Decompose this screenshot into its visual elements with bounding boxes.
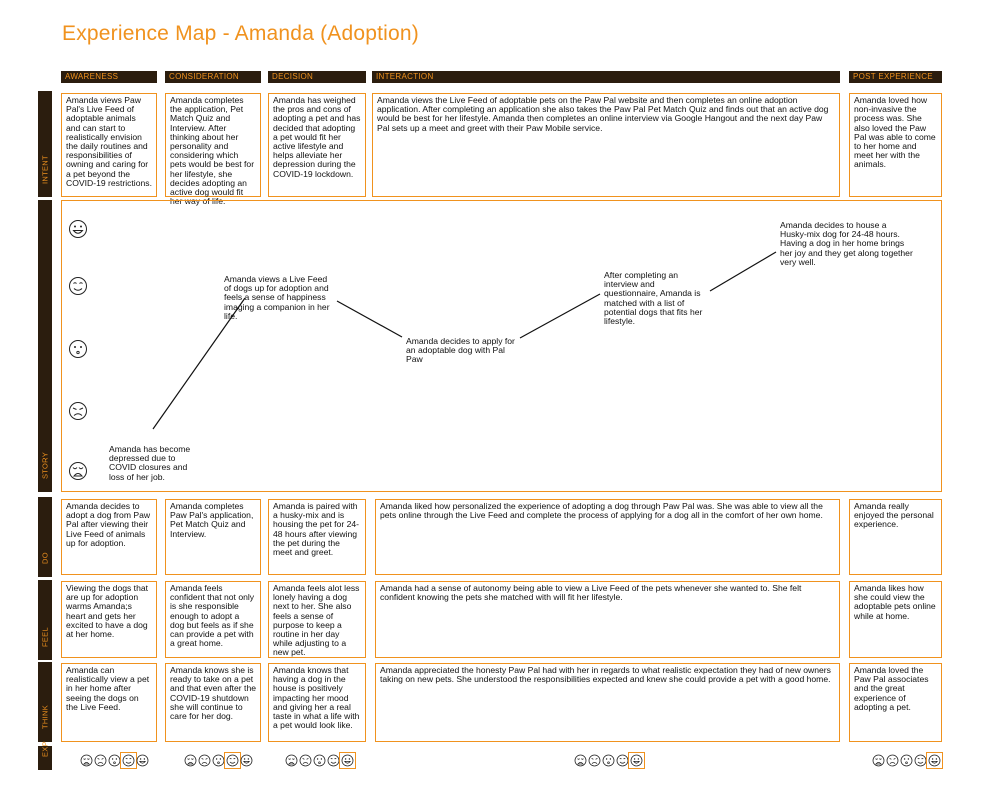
row-label-feel: FEEL [38,580,52,660]
exp-rating-awareness [80,752,149,768]
phase-decision: DECISION [268,71,366,83]
sad-face-icon [198,754,211,767]
happy-face-icon [327,754,340,767]
happy-face-icon [616,754,629,767]
exp-rating-consideration [184,752,253,768]
very-happy-face-icon [136,754,149,767]
row-label-exp: EXP [38,746,52,770]
intent-cell-decision: Amanda has weighed the pros and cons of adopting a pet and has decided that adopting a pet would fit her active lifestyle and helps alleviate her depression during the COVID-19 lockdown. [268,93,366,197]
row-label-intent: INTENT [38,91,52,197]
happy-face-icon [914,754,927,767]
feel-cell-post-experience: Amanda likes how she could view the adoptable pets online while at home. [849,581,942,658]
story-point-decision: Amanda decides to apply for an adoptable dog with Pal Paw [406,336,515,365]
do-cell-consideration: Amanda completes Paw Pal's application, Pet Match Quiz and Interview. [165,499,261,575]
story-panel [61,200,942,492]
very-happy-face-icon [70,221,87,238]
story-connector-2 [337,301,402,337]
very-happy-face-icon [928,754,941,767]
page-title: Experience Map - Amanda (Adoption) [62,22,419,45]
very-happy-face-icon [341,754,354,767]
feel-cell-consideration: Amanda feels confident that not only is she responsible enough to adopt a dog but feels as if she can provide a pet with a great home. [165,581,261,658]
very-sad-face-icon [574,754,587,767]
sad-face-icon [886,754,899,767]
intent-cell-awareness: Amanda views Paw Pal's Live Feed of adoptable animals and can start to realistically envision the daily routines and responsibilities of owning and caring for a pet beyond the COVID-19 restrictions. [61,93,157,197]
very-happy-face-icon [630,754,643,767]
very-sad-face-icon [70,463,87,480]
row-label-story: STORY [38,200,52,492]
neutral-face-icon [70,341,87,358]
story-point-consideration: Amanda views a Live Feed of dogs up for adoption and feels a sense of happiness imaging a companion in her life. [224,274,330,321]
story-point-interaction: After completing an interview and questionnaire, Amanda is matched with a list of potential dogs that fits her lifestyle. [604,270,703,327]
phase-post-experience: POST EXPERIENCE [849,71,942,83]
phase-interaction: INTERACTION [372,71,840,83]
intent-cell-post-experience: Amanda loved how non-invasive the process was. She also loved the Paw Pal was able to come to her home and meet her with the animals. [849,93,942,197]
feel-cell-decision: Amanda feels alot less lonely having a dog next to her. She also feels a sense of purpose to keep a routine in her day while adjusting to a new pet. [268,581,366,658]
happy-face-icon [226,754,239,767]
row-label-do: DO [38,497,52,577]
do-cell-decision: Amanda is paired with a husky-mix and is housing the pet for 24-48 hours after viewing the pet during the meet and greet. [268,499,366,575]
exp-rating-interaction [574,752,643,768]
phase-consideration: CONSIDERATION [165,71,261,83]
think-cell-consideration: Amanda knows she is ready to take on a pet and that even after the COVID-19 shutdown she will continue to care for her dog. [165,663,261,742]
exp-rating-post-experience [872,752,941,768]
phase-awareness: AWARENESS [61,71,157,83]
think-cell-post-experience: Amanda loved the Paw Pal associates and the great experience of adopting a pet. [849,663,942,742]
story-point-awareness: Amanda has become depressed due to COVID closures and loss of her job. [109,444,191,482]
neutral-face-icon [212,754,225,767]
row-label-think: THINK [38,662,52,742]
feel-cell-interaction: Amanda had a sense of autonomy being able to view a Live Feed of the pets whenever she wanted to. She felt confident knowing the pets she matched with will fit her lifestyle. [375,581,840,658]
sad-face-icon [299,754,312,767]
neutral-face-icon [900,754,913,767]
happy-face-icon [122,754,135,767]
think-cell-decision: Amanda knows that having a dog in the house is positively impacting her mood and giving her a real taste in what a life with a pet would look like. [268,663,366,742]
story-point-post-experience: Amanda decides to house a Husky-mix dog for 24-48 hours. Having a dog in her home brings her joy and they get along together very well. [780,220,913,267]
happy-face-icon [70,278,87,295]
do-cell-awareness: Amanda decides to adopt a dog from Paw Pal after viewing their Live Feed of animals up for adoption. [61,499,157,575]
neutral-face-icon [602,754,615,767]
do-cell-interaction: Amanda liked how personalized the experience of adopting a dog through Paw Pal was. She was able to view all the pets online through the Live Feed and complete the process of applying for a dog all in the comfort of her own home. [375,499,840,575]
sad-face-icon [588,754,601,767]
very-sad-face-icon [872,754,885,767]
story-connector-4 [710,252,776,291]
feel-cell-awareness: Viewing the dogs that are up for adoption warms Amanda;s heart and gets her excited to have a dog at her home. [61,581,157,658]
think-cell-awareness: Amanda can realistically view a pet in her home after seeing the dogs on the Live Feed. [61,663,157,742]
neutral-face-icon [313,754,326,767]
sad-face-icon [70,403,87,420]
exp-rating-decision [285,752,354,768]
very-sad-face-icon [285,754,298,767]
very-happy-face-icon [240,754,253,767]
sad-face-icon [94,754,107,767]
neutral-face-icon [108,754,121,767]
very-sad-face-icon [80,754,93,767]
think-cell-interaction: Amanda appreciated the honesty Paw Pal had with her in regards to what realistic expectation they had of new owners taking on new pets. She understood the responsibilities expected and knew she could provide a pet with a good home. [375,663,840,742]
very-sad-face-icon [184,754,197,767]
story-connector-3 [520,294,600,338]
intent-cell-interaction: Amanda views the Live Feed of adoptable pets on the Paw Pal website and then completes an online adoption application. After completing an application she also takes the Paw Pal Pet Match Quiz and finds out that an active dog would be best for her lifestyle. Amanda then completes an online interview via Google Hangout and the next day Paw Pal sets up a meet and greet with their Paw Mobile service. [372,93,840,197]
do-cell-post-experience: Amanda really enjoyed the personal experience. [849,499,942,575]
intent-cell-consideration: Amanda completes the application, Pet Match Quiz and Interview. After thinking about her personality and considering which pets would be best for her lifestyle, she decides adopting an active dog would fit her way of life. [165,93,261,197]
